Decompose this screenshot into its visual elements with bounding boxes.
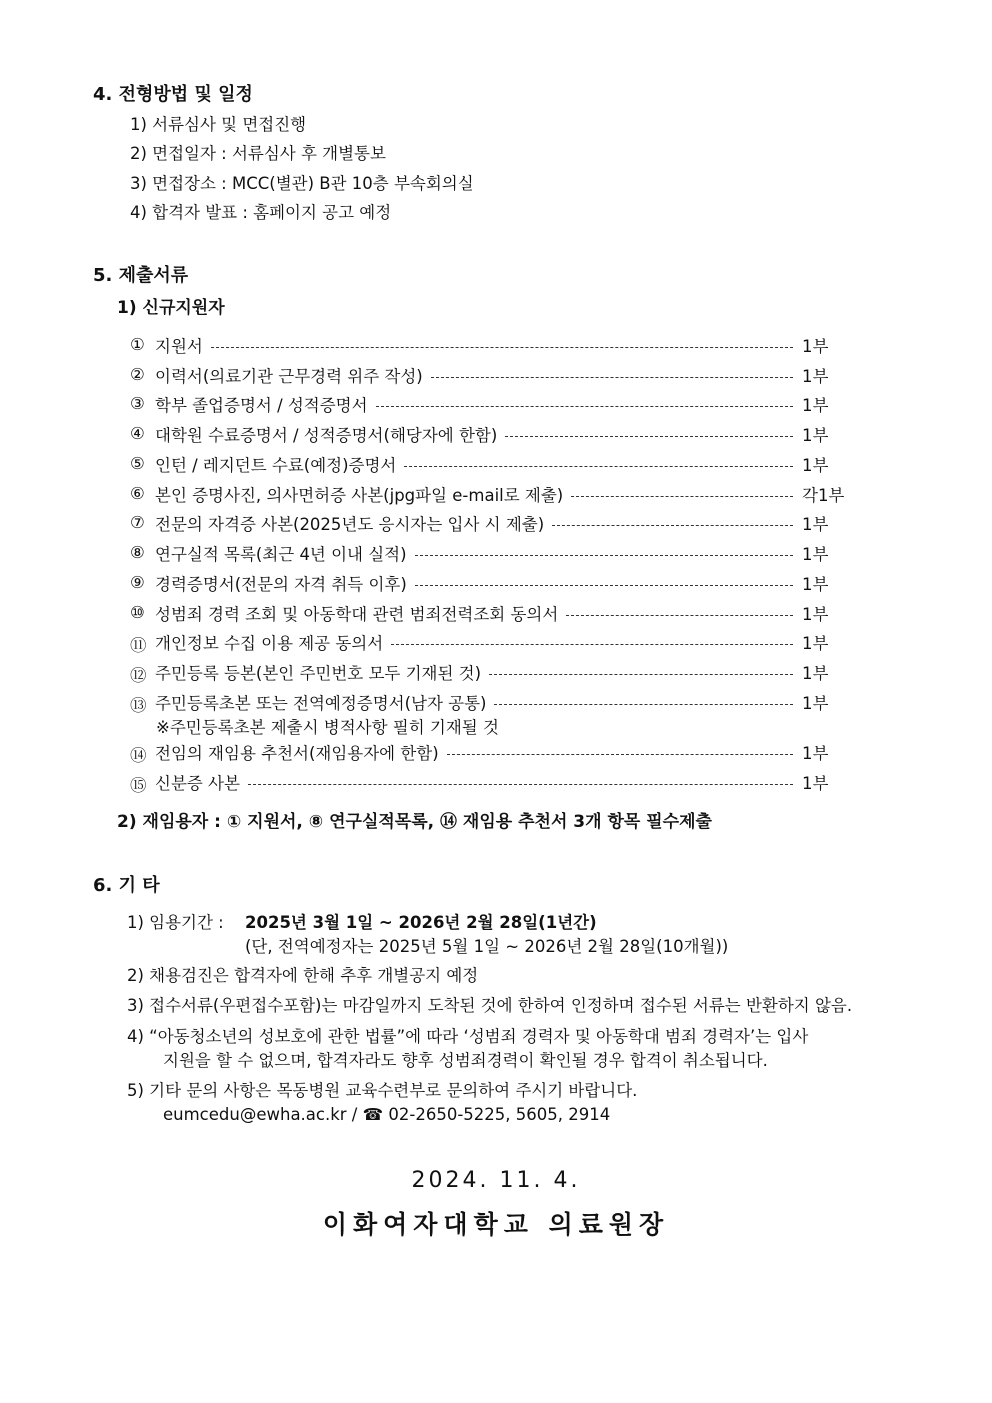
item-label: 지원서 <box>155 337 203 356</box>
item-count: 1부 <box>802 634 829 653</box>
item-count: 1부 <box>802 515 829 534</box>
dash-leader <box>404 466 793 467</box>
section-4-title: 4. 전형방법 및 일정 <box>93 84 253 105</box>
item-label: 경력증명서(전문의 자격 취득 이후) <box>155 575 407 594</box>
item-count: 1부 <box>802 396 829 415</box>
signature-date: 2024. 11. 4. <box>411 1168 581 1193</box>
dash-leader <box>571 496 793 497</box>
item-number: ⑤ <box>130 454 145 473</box>
dash-leader <box>431 377 793 378</box>
item-number: ⑭ <box>130 746 147 765</box>
item-count: 1부 <box>802 426 829 445</box>
section-5-sub-1-title: 1) 신규지원자 <box>117 298 225 318</box>
section-4-item-4: 4) 합격자 발표 : 홈페이지 공고 예정 <box>130 203 392 222</box>
contact-info: eumcedu@ewha.ac.kr / ☎ 02-2650-5225, 5605, 2914 <box>163 1105 611 1124</box>
item-count: 1부 <box>802 744 829 763</box>
item-number: ⑦ <box>130 513 145 532</box>
item-number: ⑮ <box>130 776 147 795</box>
dash-leader <box>391 644 793 645</box>
section-6-title: 6. 기 타 <box>93 875 160 896</box>
item-count: 1부 <box>802 774 829 793</box>
signature-name: 이화여자대학교 의료원장 <box>322 1210 670 1239</box>
item-label: 학부 졸업증명서 / 성적증명서 <box>155 396 368 415</box>
item-count: 1부 <box>802 545 829 564</box>
item-count: 1부 <box>802 694 829 713</box>
section-6-item-3: 3) 접수서류(우편접수포함)는 마감일까지 도착된 것에 한하여 인정하며 접수된 서류는 반환하지 않음. <box>127 996 853 1015</box>
item-number: ① <box>130 335 145 354</box>
item-count: 각1부 <box>802 486 845 505</box>
item-label: 주민등록 등본(본인 주민번호 모두 기재된 것) <box>155 664 482 683</box>
section-6-item-4-line-2: 지원을 할 수 없으며, 합격자라도 향후 성범죄경력이 확인될 경우 합격이 취소됩니다. <box>163 1051 768 1070</box>
item-count: 1부 <box>802 575 829 594</box>
item-number: ⑫ <box>130 666 147 685</box>
item-label: 본인 증명사진, 의사면허증 사본(jpg파일 e-mail로 제출) <box>155 486 564 505</box>
item-label: 인턴 / 레지던트 수료(예정)증명서 <box>155 456 397 475</box>
section-6-item-1-period: 2025년 3월 1일 ~ 2026년 2월 28일(1년간) <box>245 913 597 932</box>
section-6-item-1-prefix: 1) 임용기간 : <box>127 913 224 932</box>
section-5-title: 5. 제출서류 <box>93 265 189 286</box>
item-label: 이력서(의료기관 근무경력 위주 작성) <box>155 367 423 386</box>
dash-leader <box>376 406 793 407</box>
item-number: ⑬ <box>130 696 147 715</box>
item-number: ⑨ <box>130 573 145 592</box>
dash-leader <box>211 347 793 348</box>
note-item-13: ※주민등록초본 제출시 병적사항 필히 기재될 것 <box>156 718 499 737</box>
item-number: ⑩ <box>130 603 145 622</box>
dash-leader <box>505 436 793 437</box>
section-6-item-1-note: (단, 전역예정자는 2025년 5월 1일 ~ 2026년 2월 28일(10개월)) <box>245 937 729 956</box>
item-number: ② <box>130 365 145 384</box>
dash-leader <box>489 674 793 675</box>
dash-leader <box>447 754 793 755</box>
item-label: 성범죄 경력 조회 및 아동학대 관련 범죄전력조회 동의서 <box>155 605 559 624</box>
dash-leader <box>415 555 793 556</box>
item-count: 1부 <box>802 664 829 683</box>
item-label: 개인정보 수집 이용 제공 동의서 <box>155 634 384 653</box>
item-label: 전문의 자격증 사본(2025년도 응시자는 입사 시 제출) <box>155 515 545 534</box>
section-6-item-4-line-1: 4) “아동청소년의 성보호에 관한 법률”에 따라 ‘성범죄 경력자 및 아동학대 범죄 경력자’는 입사 <box>127 1027 809 1046</box>
dash-leader <box>566 615 793 616</box>
dash-leader <box>494 704 793 705</box>
section-4-item-3: 3) 면접장소 : MCC(별관) B관 10층 부속회의실 <box>130 174 474 193</box>
dash-leader <box>415 585 793 586</box>
item-count: 1부 <box>802 605 829 624</box>
item-count: 1부 <box>802 456 829 475</box>
item-count: 1부 <box>802 337 829 356</box>
item-number: ③ <box>130 394 145 413</box>
item-number: ⑥ <box>130 484 145 503</box>
item-label: 신분증 사본 <box>155 774 240 793</box>
section-6-item-5-line-1: 5) 기타 문의 사항은 목동병원 교육수련부로 문의하여 주시기 바랍니다. <box>127 1081 638 1100</box>
section-4-item-2: 2) 면접일자 : 서류심사 후 개별통보 <box>130 144 386 163</box>
item-label: 연구실적 목록(최근 4년 이내 실적) <box>155 545 407 564</box>
item-count: 1부 <box>802 367 829 386</box>
item-label: 주민등록초본 또는 전역예정증명서(남자 공통) <box>155 694 487 713</box>
item-label: 대학원 수료증명서 / 성적증명서(해당자에 한함) <box>155 426 498 445</box>
dash-leader <box>552 525 793 526</box>
item-number: ⑪ <box>130 636 147 655</box>
section-4-item-1: 1) 서류심사 및 면접진행 <box>130 115 307 134</box>
section-6-item-2: 2) 채용검진은 합격자에 한해 추후 개별공지 예정 <box>127 966 479 985</box>
dash-leader <box>248 784 793 785</box>
section-5-sub-2: 2) 재임용자 : ① 지원서, ⑧ 연구실적목록, ⑭ 재임용 추천서 3개 항목 필수제출 <box>117 812 712 832</box>
item-number: ⑧ <box>130 543 145 562</box>
item-label: 전임의 재임용 추천서(재임용자에 한함) <box>155 744 439 763</box>
item-number: ④ <box>130 424 145 443</box>
